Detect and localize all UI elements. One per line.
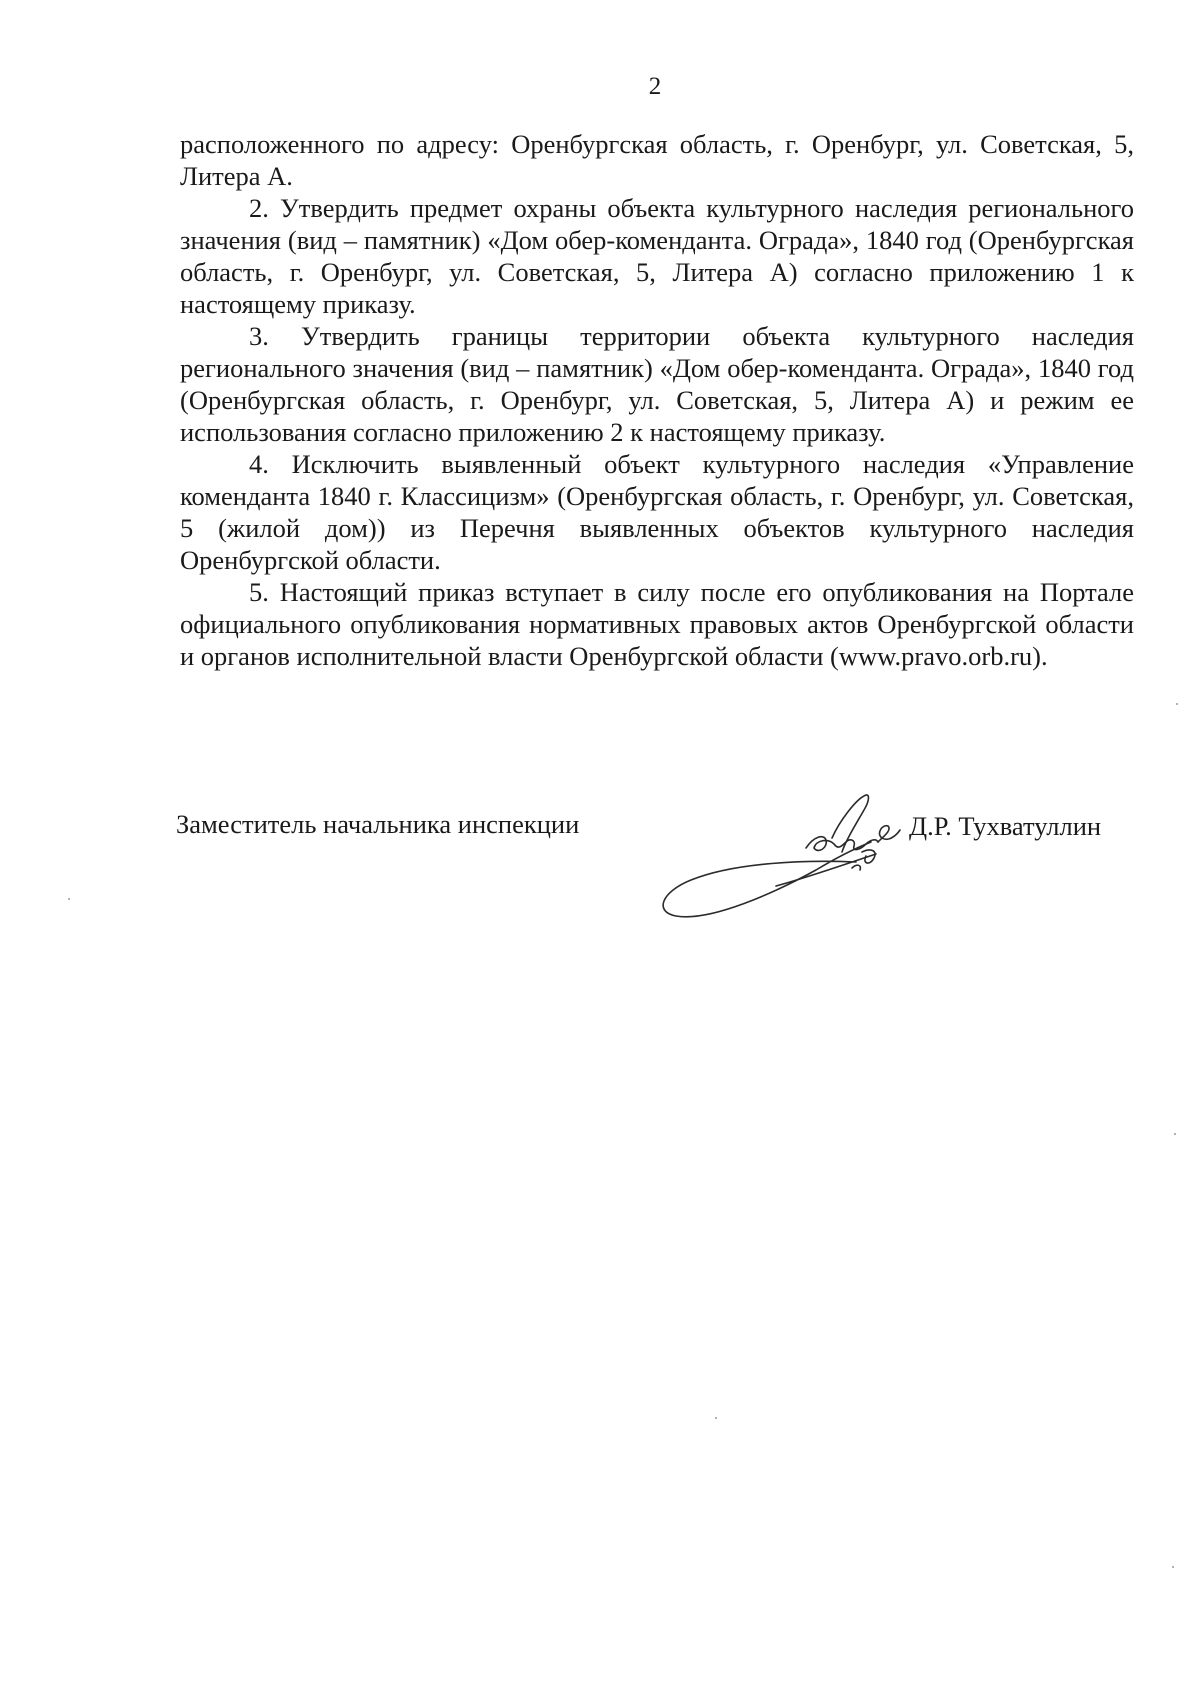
signer-title: Заместитель начальника инспекции: [176, 809, 580, 839]
signer-name: Д.Р. Тухватуллин: [909, 811, 1102, 841]
paragraph-continuation: расположенного по адресу: Оренбургская область, г. Оренбург, ул. Советская, 5, Литера А.: [180, 129, 1134, 191]
scan-speck: [1176, 703, 1178, 705]
document-body: [180, 128, 1134, 672]
paragraph-item-5: 5. Настоящий приказ вступает в силу после его опубликования на Портале официального опубликования нормативных правовых актов Оренбургской области и органов исполнительной власти Оренбургской области (www.pravo.orb.ru).: [180, 577, 1134, 671]
handwritten-signature-icon: [656, 790, 906, 920]
scan-speck: [1172, 1566, 1174, 1568]
paragraph-item-4: 4. Исключить выявленный объект культурного наследия «Управление коменданта 1840 г. Классицизм» (Оренбургская область, г. Оренбург, ул. Советская, 5 (жилой дом)) из Перечня выявленных объектов культурного наследия Оренбургской области.: [180, 449, 1134, 575]
page-number: 2: [648, 73, 662, 100]
scan-speck: [68, 898, 70, 900]
signature-block: [176, 808, 1136, 928]
scan-speck: [1174, 1133, 1176, 1135]
scan-speck: [715, 1417, 717, 1419]
paragraph-item-2: 2. Утвердить предмет охраны объекта культурного наследия регионального значения (вид – памятник) «Дом обер-коменданта. Ограда», 1840 год (Оренбургская область, г. Оренбург, ул. Советская, 5, Литера А) согласно приложению 1 к настоящему приказу.: [180, 193, 1134, 319]
paragraph-item-3: 3. Утвердить границы территории объекта культурного наследия регионального значения (вид – памятник) «Дом обер-коменданта. Ограда», 1840 год (Оренбургская область, г. Оренбург, ул. Советская, 5, Литера А) и режим ее использования согласно приложению 2 к настоящему приказу.: [180, 321, 1134, 447]
